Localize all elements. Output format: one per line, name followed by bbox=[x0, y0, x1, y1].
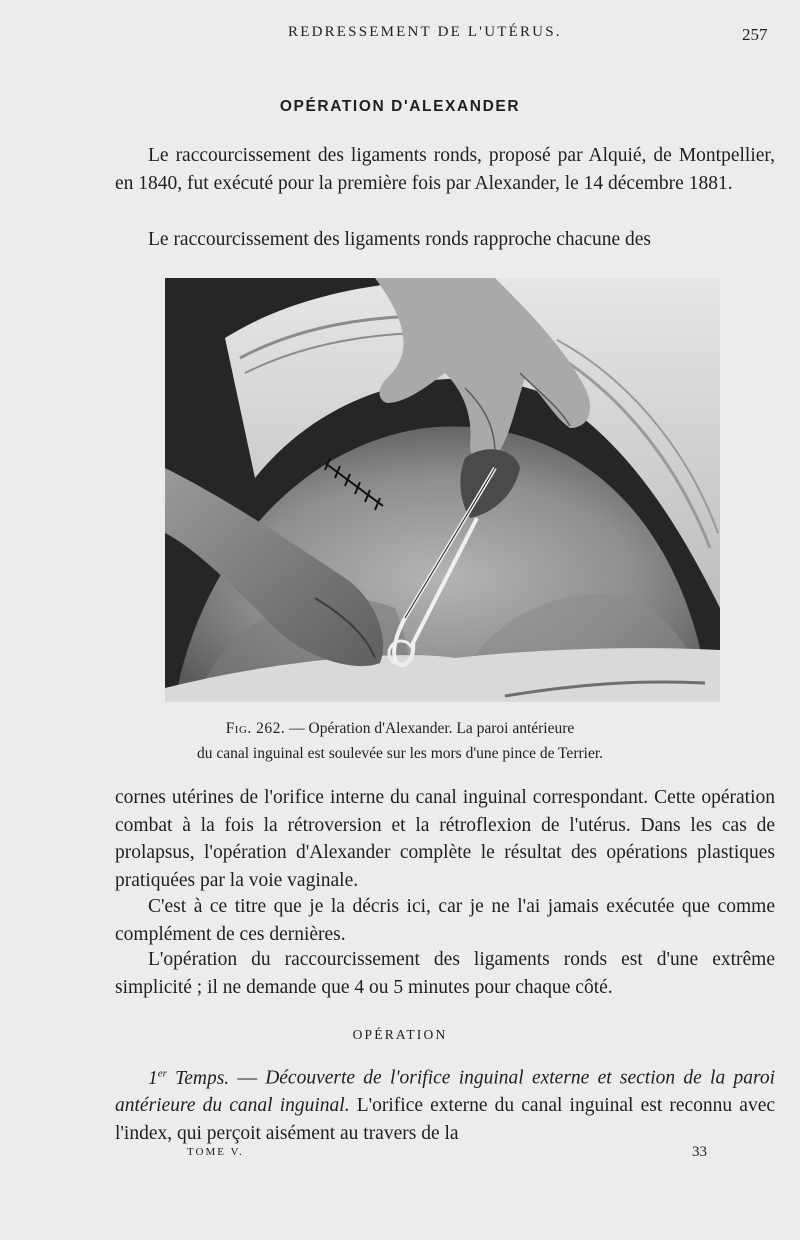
paragraph-rationale-text: C'est à ce titre que je la décris ici, car je ne l'ai jamais exécutée que comme complément de ces dernières. bbox=[115, 896, 775, 945]
step-text: L'orifice externe du canal inguinal est reconnu avec l'index, qui perçoit aisément au travers de la bbox=[115, 1095, 775, 1144]
paragraph-step-one bbox=[115, 1060, 775, 1147]
caption-label: Fig. 262. bbox=[225, 720, 286, 737]
running-head bbox=[0, 24, 800, 48]
surgical-illustration bbox=[165, 278, 720, 702]
step-dash: — bbox=[229, 1067, 266, 1089]
figure-caption bbox=[0, 716, 800, 766]
paragraph-continued bbox=[115, 226, 775, 254]
paragraph-intro-text: Le raccourcissement des ligaments ronds, proposé par Alquié, de Montpellier, en 1840, fut exécuté pour la première fois par Alexander, le 14 décembre 1881. bbox=[115, 145, 775, 194]
step-number: 1er Temps. bbox=[148, 1067, 230, 1089]
caption-line-1 bbox=[0, 716, 800, 741]
signature-mark: 33 bbox=[692, 1144, 707, 1160]
paragraph-simplicity bbox=[115, 946, 775, 1001]
page-footer bbox=[0, 1146, 800, 1166]
paragraph-rationale bbox=[115, 893, 775, 948]
figure-illustration bbox=[165, 278, 720, 702]
caption-line-2: du canal inguinal est soulevée sur les mors d'une pince de Terrier. bbox=[196, 745, 604, 762]
paragraph-continuation-text: cornes utérines de l'orifice interne du canal inguinal correspondant. Cette opération combat à la fois la rétroversion et la rétroflexion de l'utérus. Dans les cas de prolapsus, l'opération d'Alexander complète le résultat des opérations plastiques pratiquées par la voie vaginale. bbox=[115, 787, 775, 891]
paragraph-continuation bbox=[115, 784, 775, 894]
section-title: OPÉRATION D'ALEXANDER bbox=[279, 98, 521, 115]
paragraph-continued-text: Le raccourcissement des ligaments ronds rapproche chacune des bbox=[148, 229, 652, 250]
subheading-operation: OPÉRATION bbox=[352, 1027, 448, 1042]
paragraph-intro bbox=[115, 142, 775, 197]
caption-text-1: — Opération d'Alexander. La paroi antérieure bbox=[285, 720, 575, 737]
volume-label: TOME V. bbox=[187, 1146, 244, 1158]
page-number: 257 bbox=[742, 25, 768, 44]
step-title: Découverte de l'orifice inguinal externe et section de la paroi antérieure du canal inguinal. bbox=[115, 1067, 775, 1116]
running-title: REDRESSEMENT DE L'UTÉRUS. bbox=[288, 24, 562, 40]
paragraph-simplicity-text: L'opération du raccourcissement des ligaments ronds est d'une extrême simplicité ; il ne demande que 4 ou 5 minutes pour chaque côté. bbox=[115, 949, 775, 998]
